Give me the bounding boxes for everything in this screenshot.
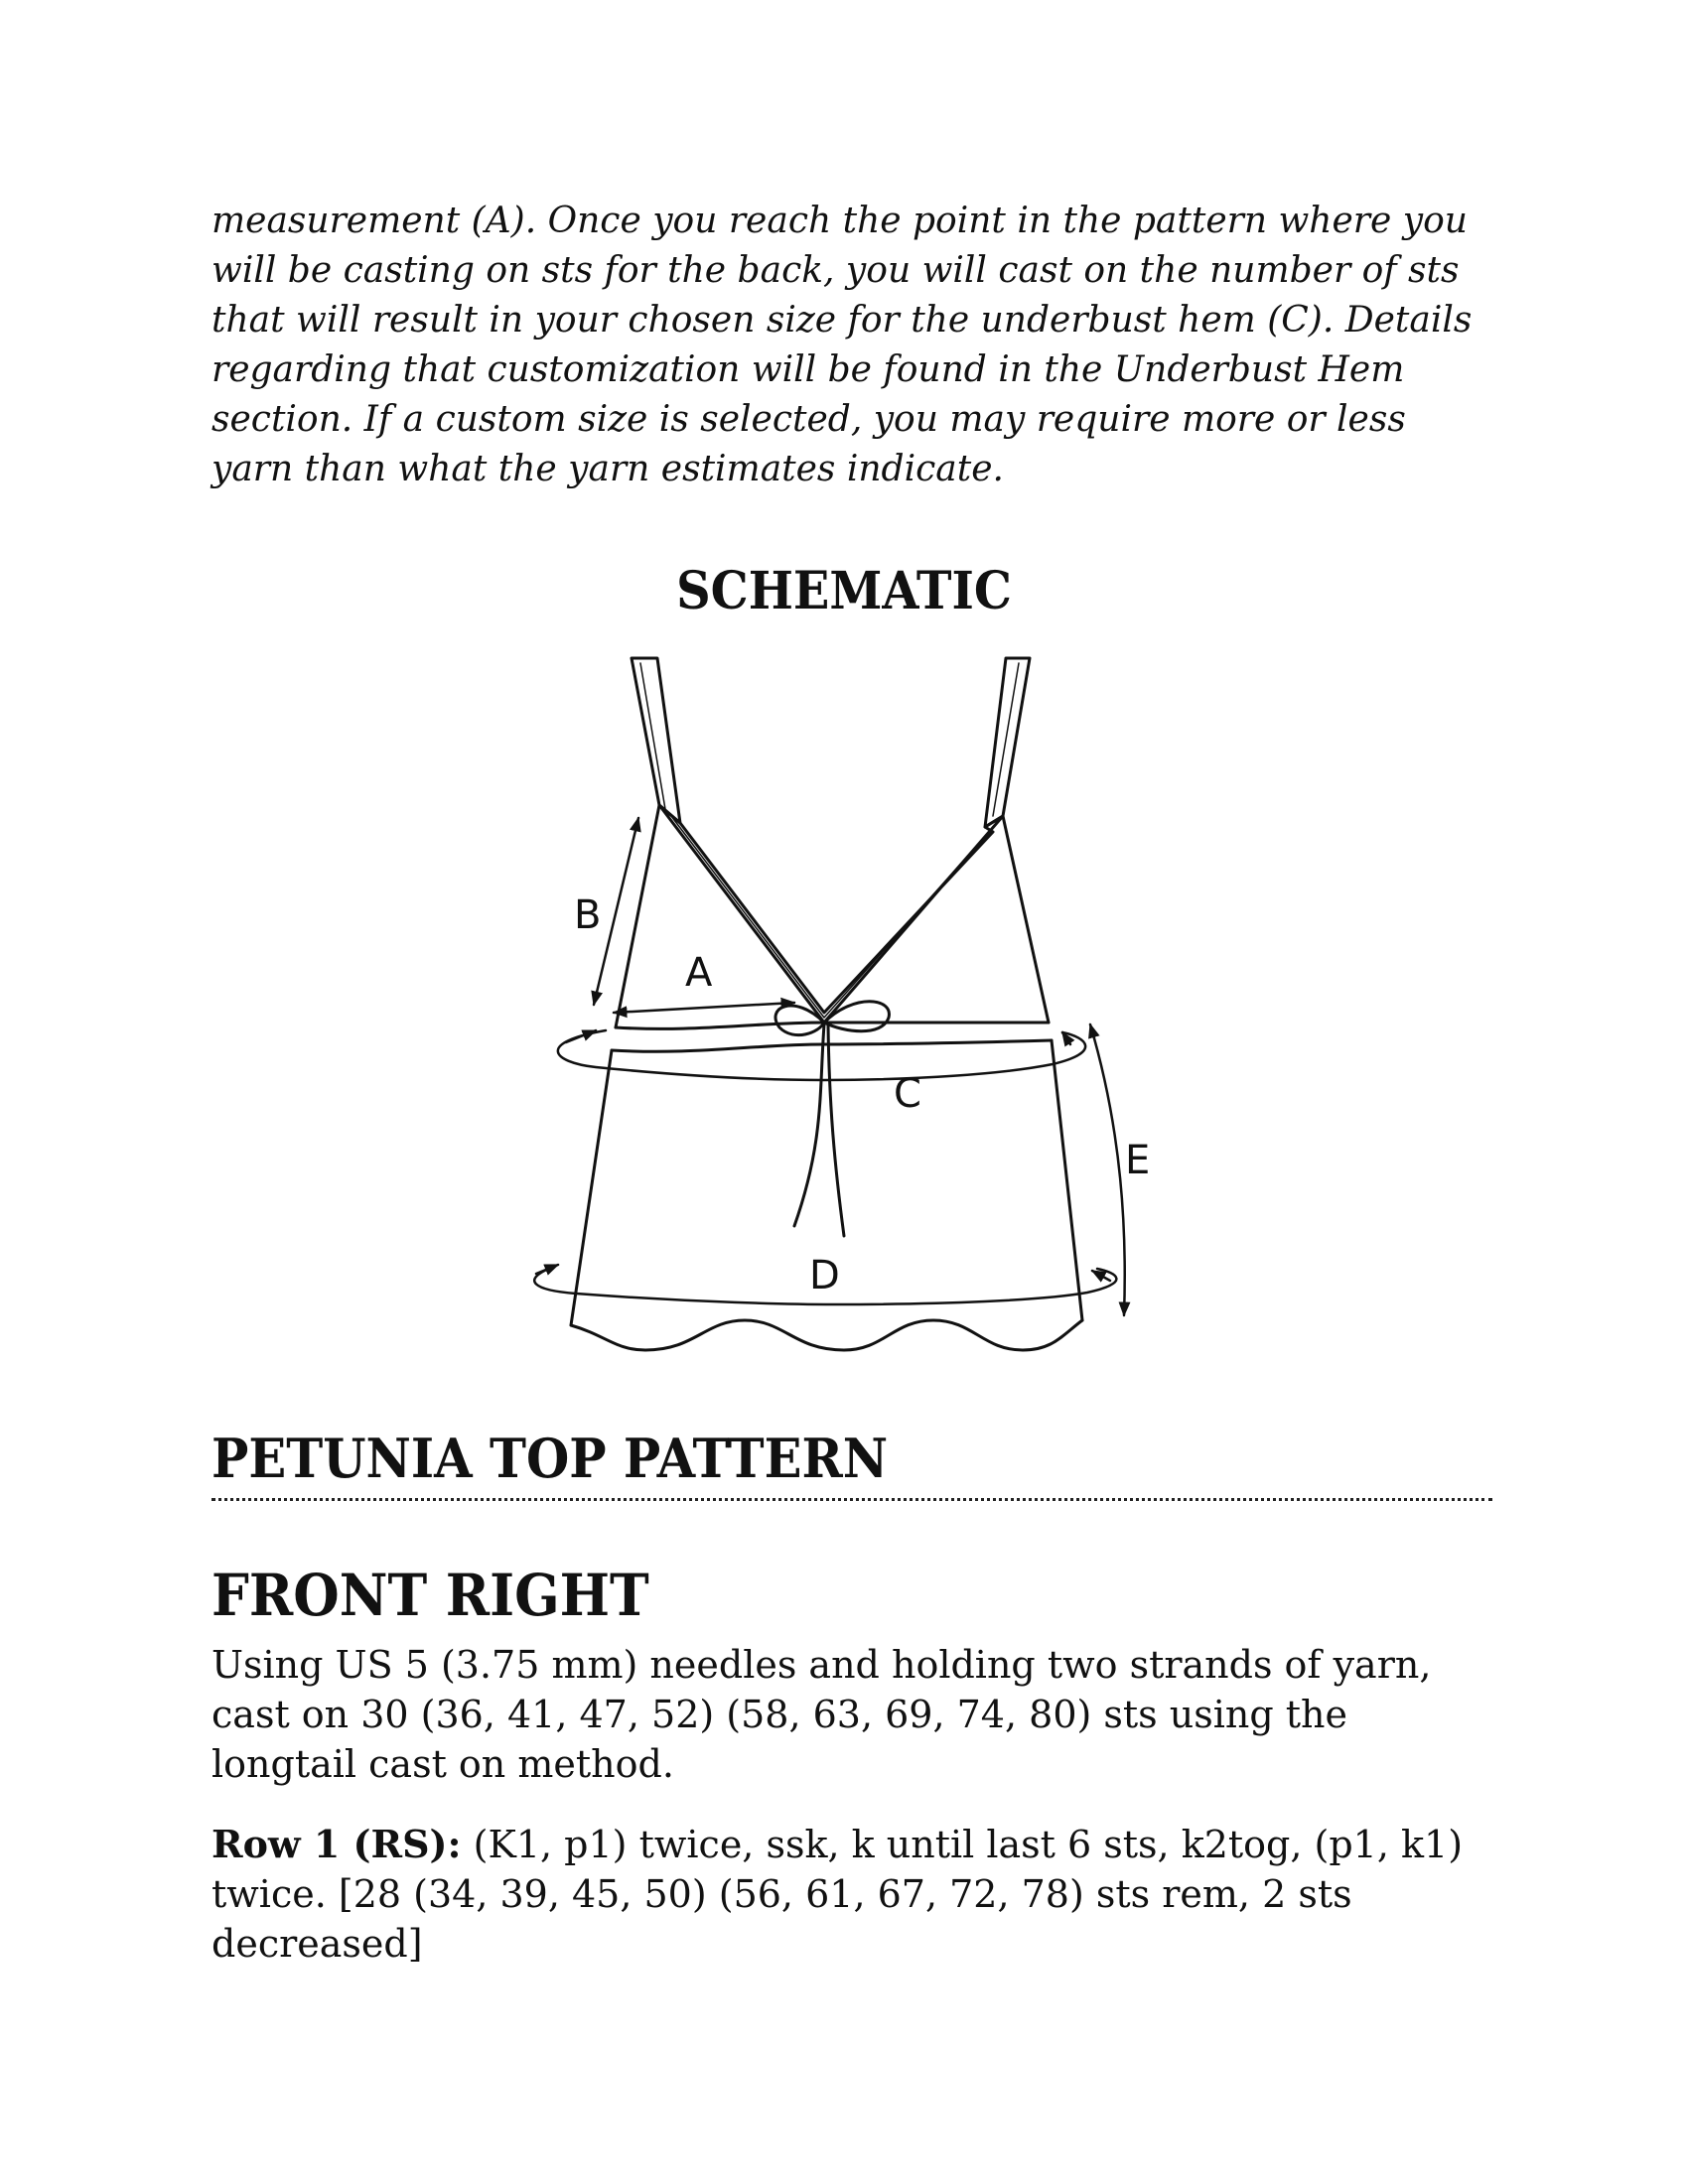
- pattern-title: PETUNIA TOP PATTERN: [211, 1427, 889, 1490]
- row-1-instruction: [211, 1820, 1502, 1969]
- intro-paragraph: measurement (A). Once you reach the point in the pattern where you will be casting on sts for the back, you will cast on the number of sts that will result in your chosen size for the underbust hem (C). Details regarding that customization will be found in the Underbust Hem section. If a custom size is selected, you may require more or less yarn than what the yarn estimates indicate.: [211, 201, 1473, 489]
- label-e: E: [1125, 1138, 1151, 1183]
- schematic-heading: SCHEMATIC: [676, 561, 1012, 621]
- bow: [775, 1002, 889, 1035]
- measure-a-arrow: [614, 1003, 794, 1013]
- label-c: C: [894, 1071, 921, 1117]
- right-strap: [985, 658, 1030, 827]
- front-right-heading: FRONT RIGHT: [211, 1562, 649, 1629]
- section-divider: [211, 1498, 1492, 1501]
- label-b: B: [574, 892, 602, 938]
- tie-left: [794, 1024, 824, 1226]
- label-a: A: [685, 950, 713, 996]
- left-strap: [632, 658, 680, 823]
- left-body-side: [571, 1050, 612, 1325]
- underbust-band-bottom: [612, 1040, 1052, 1051]
- wavy-hem: [571, 1320, 1082, 1350]
- right-side-upper: [1003, 816, 1049, 1023]
- cast-on-paragraph: Using US 5 (3.75 mm) needles and holding two strands of yarn, cast on 30 (36, 41, 47, 52) (58, 63, 69, 74, 80) sts using the longtail cast on method.: [211, 1643, 1432, 1786]
- label-d: D: [809, 1253, 840, 1298]
- right-body-side: [1052, 1040, 1082, 1320]
- row-1-label: Row 1 (RS):: [211, 1822, 462, 1866]
- tie-right: [828, 1024, 844, 1236]
- row-1-text: (K1, p1) twice, ssk, k until last 6 sts, k2tog, (p1, k1) twice. [28 (34, 39, 45, 50) (56, 61, 67, 72, 78) sts rem, 2 sts decreased]: [211, 1823, 1464, 1966]
- left-side-upper: [616, 805, 659, 1027]
